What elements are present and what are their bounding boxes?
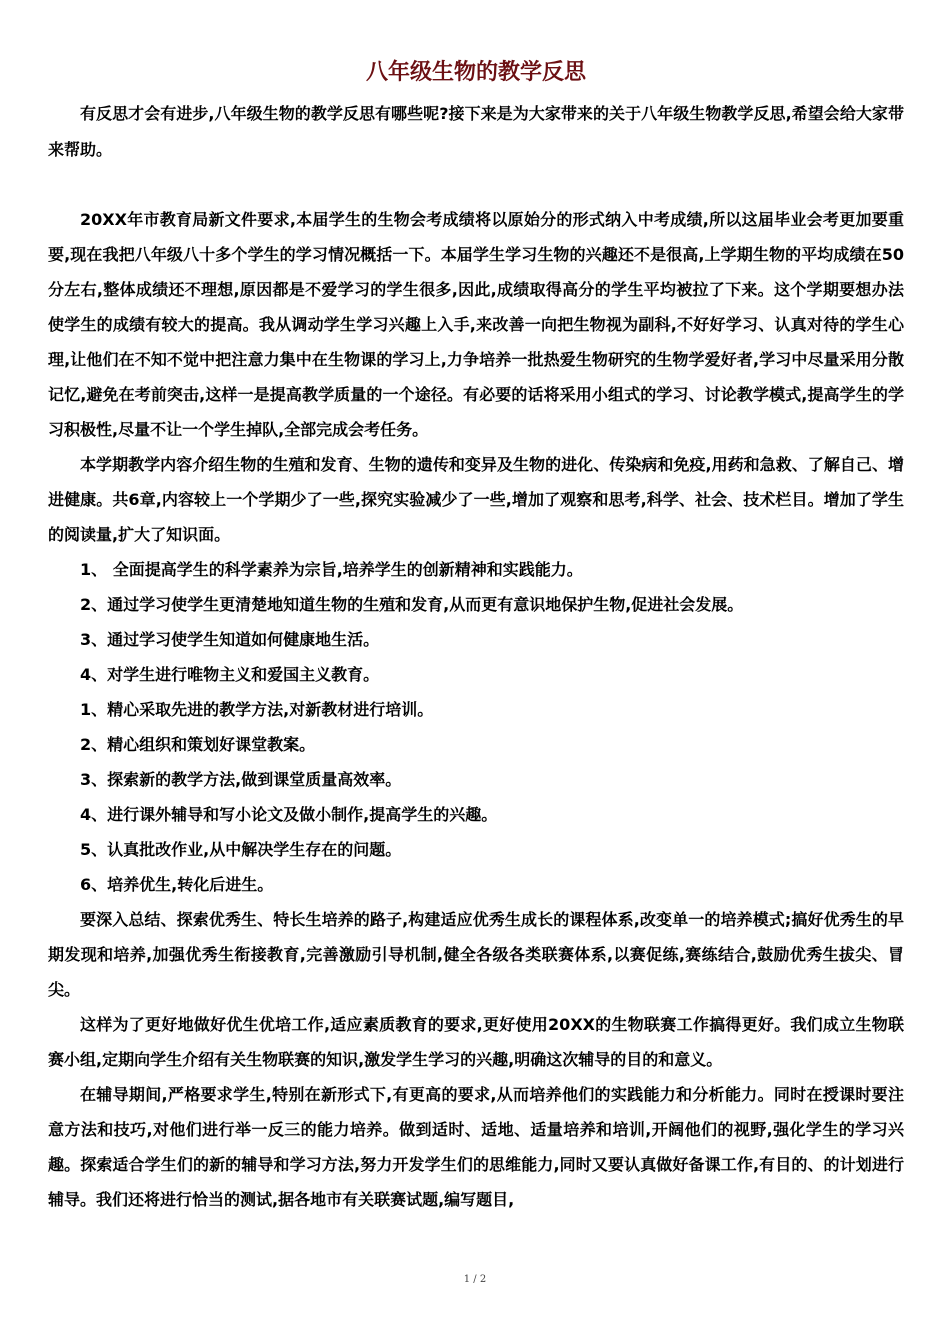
measure-item-1: 1、精心采取先进的教学方法,对新教材进行培训。	[80, 700, 434, 719]
measure-item-6: 6、培养优生,转化后进生。	[80, 875, 274, 894]
measure-item-2: 2、精心组织和策划好课堂教案。	[80, 735, 316, 754]
blank-line	[48, 168, 904, 202]
goal-item-4: 4、对学生进行唯物主义和爱国主义教育。	[80, 665, 380, 684]
goal-item-1: 1、 全面提高学生的科学素养为宗旨,培养学生的创新精神和实践能力。	[80, 560, 583, 579]
goal-item-3: 3、通过学习使学生知道如何健康地生活。	[80, 630, 380, 649]
page-number: 1 / 2	[463, 1274, 487, 1285]
paragraph-1: 20XX年市教育局新文件要求,本届学生的生物会考成绩将以原始分的形式纳入中考成绩,所以这届毕业会考更加要重要,现在我把八年级八十多个学生的学习情况概括一下。本届学生学习生物的兴趣还不是很高,上学期生物的平均成绩在50分左右,整体成绩还不理想,原因都是不爱学习的学生很多,因此,成绩取得高分的学生平均被拉了下来。这个学期要想办法使学生的成绩有较大的提高。我从调动学生学习兴趣上入手,来改善一向把生物视为副科,不好好学习、认真对待的学生心理,让他们在不知不觉中把注意力集中在生物课的学习上,力争培养一批热爱生物研究的生物学爱好者,学习中尽量采用分散记忆,避免在考前突击,这样一是提高教学质量的一个途径。有必要的话将采用小组式的学习、讨论教学模式,提高学生的学习积极性,尽量不让一个学生掉队,全部完成会考任务。	[48, 210, 904, 439]
document-title: 八年级生物的教学反思	[365, 60, 586, 85]
paragraph-4: 这样为了更好地做好优生优培工作,适应素质教育的要求,更好使用20XX的生物联赛工作搞得更好。我们成立生物联赛小组,定期向学生介绍有关生物联赛的知识,激发学生学习的兴趣,明确这次辅导的目的和意义。	[48, 1015, 904, 1069]
measure-item-4: 4、进行课外辅导和写小论文及做小制作,提高学生的兴趣。	[80, 805, 498, 824]
paragraph-2: 本学期教学内容介绍生物的生殖和发育、生物的遗传和变异及生物的进化、传染病和免疫,用药和急救、了解自己、增进健康。共6章,内容较上一个学期少了一些,探究实验减少了一些,增加了观察和思考,科学、社会、技术栏目。增加了学生的阅读量,扩大了知识面。	[48, 455, 904, 544]
document-page	[48, 56, 904, 1217]
goal-item-2: 2、通过学习使学生更清楚地知道生物的生殖和发育,从而更有意识地保护生物,促进社会发展。	[80, 595, 744, 614]
intro-paragraph: 有反思才会有进步,八年级生物的教学反思有哪些呢?接下来是为大家带来的关于八年级生物教学反思,希望会给大家带来帮助。	[48, 104, 904, 159]
paragraph-3: 要深入总结、探索优秀生、特长生培养的路子,构建适应优秀生成长的课程体系,改变单一的培养模式;搞好优秀生的早期发现和培养,加强优秀生衔接教育,完善激励引导机制,健全各级各类联赛体系,以赛促练,赛练结合,鼓励优秀生拔尖、冒尖。	[48, 910, 904, 999]
measure-item-5: 5、认真批改作业,从中解决学生存在的问题。	[80, 840, 402, 859]
paragraph-5: 在辅导期间,严格要求学生,特别在新形式下,有更高的要求,从而培养他们的实践能力和分析能力。同时在授课时要注意方法和技巧,对他们进行举一反三的能力培养。做到适时、适地、适量培养和培训,开阔他们的视野,强化学生的学习兴趣。探索适合学生们的新的辅导和学习方法,努力开发学生们的思维能力,同时又要认真做好备课工作,有目的、的计划进行辅导。我们还将进行恰当的测试,据各地市有关联赛试题,编写题目,	[48, 1085, 904, 1209]
measure-item-3: 3、探索新的教学方法,做到课堂质量高效率。	[80, 770, 402, 789]
